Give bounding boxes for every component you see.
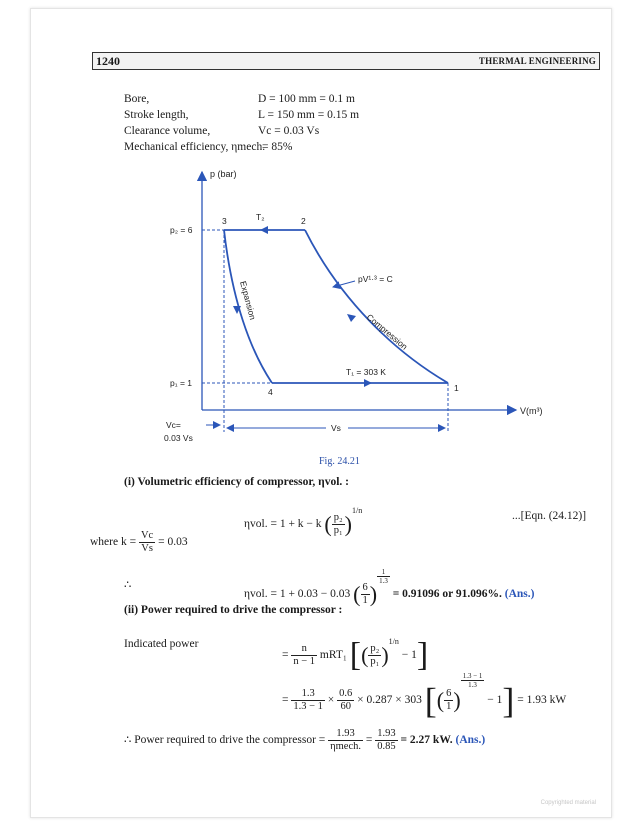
eqn-reference: ...[Eqn. (24.12)]	[512, 510, 587, 522]
ipc-six: 6	[446, 687, 452, 699]
final-den2: 0.85	[377, 740, 396, 752]
ipc2-den: 60	[337, 700, 354, 713]
vs-label: Vs	[331, 423, 341, 433]
ipc-result: = 1.93 kW	[517, 694, 567, 706]
part-ii-heading: (ii) Power required to drive the compressor :	[124, 604, 343, 616]
indicated-power-formula: = $\frac{n}{n - 1}$ mRT₁ [( $\frac{\text{p₂}}{\text{p₁}}$ )$^{1/n}$ − 1]	[282, 636, 429, 674]
vol-eff-calc-exp-num: 1	[381, 568, 386, 576]
running-title: THERMAL ENGINEERING	[478, 56, 596, 66]
ipc-num: 1.3	[301, 687, 315, 699]
vol-eff-eq-lhs: ηvol. = 1 + k − k	[244, 518, 322, 530]
final-num2: 1.93	[377, 727, 396, 739]
x-axis-label: V(m³)	[520, 406, 543, 416]
given-value-stroke: L = 150 mm = 0.15 m	[258, 109, 360, 121]
figure-caption: Fig. 24.21	[319, 456, 360, 467]
therefore-symbol: ∴	[124, 579, 132, 591]
given-value-clearance: Vc = 0.03 Vs	[258, 125, 320, 137]
compression-curve	[305, 230, 448, 383]
vol-eff-equation: ηvol. = 1 + k − k ( $\frac{\text{p₂}}{\text{p₁}}$ )$^{1/n}$	[244, 506, 363, 537]
p1-label: p₁ = 1	[170, 378, 193, 388]
vol-eff-calc: ηvol. = 1 + 0.03 − 0.03 ( $\frac{6}{1}$ ) $\frac{1}{1.3}$ = 0.91096 or 91.096%. (Ans.)	[244, 568, 535, 607]
part-i-heading: (i) Volumetric efficiency of compressor, ηvol. :	[124, 476, 349, 488]
where-k-lhs: where k =	[90, 536, 137, 549]
final-power-result: = 2.27 kW.	[400, 734, 453, 746]
final-power-lhs: ∴ Power required to drive the compressor =	[124, 734, 326, 746]
t1-label: T₁ = 303 K	[346, 367, 386, 377]
ipc-den: 1.3 − 1	[293, 700, 323, 712]
indicated-power-calc: = $\frac{1.3}{1.3 - 1}$ × $\frac{0.6}{60}$ × 0.287 × 303 [( $\frac{6}{1}$ ) $\frac{1.3 - 1}{1.3}$ − 1] = 1.93 kW	[282, 672, 567, 721]
point-3-label: 3	[222, 216, 227, 226]
vol-eff-calc-exp-den: 1.3	[379, 577, 388, 585]
final-power-line: ∴ Power required to drive the compressor = $\frac{1.93}{\text{ηmech.}}$ = $\frac{1.93}{0.85}$ = 2.27 kW. (Ans.)	[124, 727, 486, 752]
point-2-label: 2	[301, 216, 306, 226]
vol-eff-calc-den: 1	[362, 594, 368, 606]
ip-exp: 1/n	[388, 637, 399, 646]
vol-eff-result: = 0.91096 or 91.096%.	[392, 588, 502, 600]
ipc-times: ×	[327, 694, 335, 706]
vol-eff-calc-num: 6	[362, 581, 368, 593]
where-k-num: Vc	[140, 530, 154, 541]
ipc-minus1: − 1	[487, 694, 503, 706]
given-label-clearance: Clearance volume,	[124, 125, 211, 137]
suction-arrow	[364, 379, 372, 387]
given-value-bore: D = 100 mm = 0.1 m	[258, 93, 355, 105]
given-value-mech-eff: = 85%	[262, 141, 293, 153]
ip-f1-den: n − 1	[293, 655, 316, 667]
given-label-bore: Bore,	[124, 93, 150, 105]
y-axis-label: p (bar)	[210, 169, 237, 179]
delivery-arrow	[260, 226, 268, 234]
ip-mrt: mRT₁	[319, 649, 347, 661]
ip-f1-num: n	[301, 642, 307, 654]
final-den1: ηmech.	[330, 740, 361, 752]
copyright-watermark: Copyrighted material	[540, 800, 596, 806]
p2-label: p₂ = 6	[170, 225, 193, 235]
ipc-mult: × 0.287 × 303	[357, 694, 422, 706]
point-1-label: 1	[454, 383, 459, 393]
where-k-den: Vs	[139, 542, 155, 555]
compression-arrow	[347, 314, 356, 322]
ip-p1: p₁	[370, 655, 380, 667]
point-4-label: 4	[268, 387, 273, 397]
pvn-label: pV¹·³ = C	[358, 274, 393, 284]
ipc-exp-num: 1.3 − 1	[462, 672, 483, 680]
ip-minus1: − 1	[401, 649, 417, 661]
ipc2-num: 0.6	[339, 687, 353, 699]
vol-eff-eq-den: p₁	[333, 524, 343, 536]
ip-p2: p₂	[370, 642, 380, 654]
given-label-mech-eff: Mechanical efficiency, ηmech.	[124, 141, 266, 153]
final-num1: 1.93	[336, 727, 355, 739]
vol-eff-eq-exp: 1/n	[352, 506, 363, 515]
vc-label-2: 0.03 Vs	[164, 433, 193, 443]
t2-label: T₂	[256, 212, 265, 222]
indicated-power-label: Indicated power	[124, 638, 199, 650]
ipc-one: 1	[446, 700, 452, 712]
where-k-line	[90, 530, 188, 555]
vol-eff-calc-lhs: ηvol. = 1 + 0.03 − 0.03	[244, 588, 351, 600]
given-label-stroke: Stroke length,	[124, 109, 189, 121]
where-k-rhs: = 0.03	[158, 536, 188, 549]
vc-label-1: Vc=	[166, 420, 181, 430]
final-power-ans: (Ans.)	[455, 734, 486, 746]
expansion-label: Expansion	[238, 279, 259, 321]
compression-label: Compression	[364, 311, 410, 352]
page-number: 1240	[96, 54, 120, 68]
ipc-exp-den: 1.3	[461, 680, 485, 689]
vol-eff-ans: (Ans.)	[504, 588, 535, 600]
vol-eff-eq-num: p₂	[333, 511, 343, 523]
